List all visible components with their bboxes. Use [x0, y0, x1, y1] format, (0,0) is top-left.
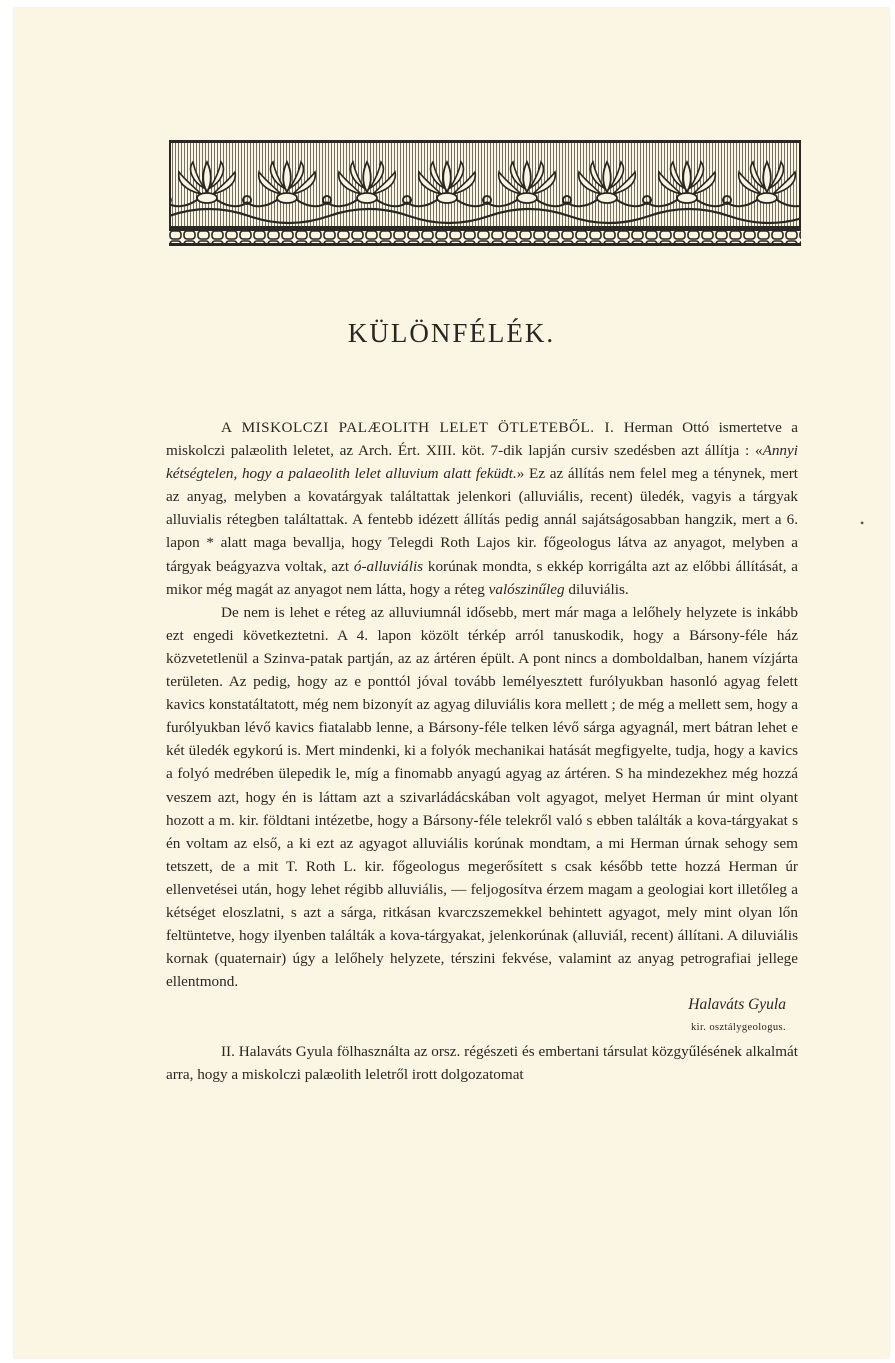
section-title: KÜLÖNFÉLÉK.: [347, 318, 556, 348]
paragraph-1-text-b: » Ez az állítás nem felel meg a ténynek, mert az anyag, melyben a kovatárgyak találtattak jelenkori (alluviális, recent) üledék, vagyis a tárgyak alluvialis rétegben találtattak. A fentebb idézett állítás pedig annál sajátságosabban hangzik, mert a 6. lapon * alatt maga bevallja, hogy Telegdi Roth Lajos kir. főgeologus látva az anyagot, melyben a tárgyak beágyazva voltak, azt: [166, 465, 798, 575]
article-heading: A MISKOLCZI PALÆOLITH LELET ÖTLETEBŐL. I.: [221, 419, 615, 436]
margin-mark: •: [860, 516, 865, 530]
decorative-ornament-banner: [169, 140, 801, 246]
article-body: [166, 416, 798, 1086]
italic-term-o-alluvialis: ó-alluviális: [353, 557, 424, 575]
signature: Halaváts Gyula: [688, 996, 786, 1014]
quote-italic: Annyi kétségtelen, hogy a palaeolith lelet alluvium alatt feküdt.: [166, 442, 798, 483]
italic-term-valoszinuleg: valószinűleg: [488, 580, 565, 598]
signature-title: kir. osztálygeologus.: [690, 1022, 786, 1034]
paragraph-part-2: II. Halaváts Gyula fölhasználta az orsz. régészeti és embertani társulat közgyűlésének alkalmát arra, hogy a miskolczi palæolith leletről irott dolgozatomat: [166, 1042, 798, 1083]
paragraph-1-text-a: Herman Ottó ismertetve a miskolczi palæolith leletet, az Arch. Ért. XIII. köt. 7-dik lapján cursiv szedésben azt állítja : «: [166, 419, 798, 460]
paragraph-1-text-d: diluviális.: [564, 580, 629, 598]
paragraph-1-text-c: korúnak mondta, s ekkép korrigálta azt az előbbi állítását, a mikor még magát az anyagot nem látta, hogy a réteg: [166, 557, 798, 598]
page: [14, 8, 889, 1358]
paragraph-1: [166, 416, 798, 601]
paragraph-2: De nem is lehet e réteg az alluviumnál idősebb, mert már maga a lelőhely helyzete is inkább ezt engedi következtetni. A 4. lapon közölt térkép arról tanuskodik, hogy a Bársony-féle ház közvetetlenül a Szinva-patak partján, az az ártéren épült. A pont nincs a domboldalban, hanem vízjárta területen. Az pedig, hogy az e ponttól jóval tovább lemélyesztett furólyukban hasonló agyag felett kavics konstatáltatott, még nem bizonyít az agyag diluviális kora mellett ; de még a mellett sem, hogy a furólyukban lévő kavics fiatalabb lenne, a Bársony-féle telken lévő sárga agyagnál, mert bátran lehet e két üledék egykorú is. Mert mindenki, ki a folyók mechanikai hatását megfigyelte, tudja, hogy a kavics a folyó medrében ülepedik le, míg a finomabb anyagú agyag az ártéren. S ha mindezekhez még hozzá veszem azt, hogy én is láttam azt a szivarládácskában volt agyagot, melyet Herman úr mint olyant hozott a m. kir. földtani intézetbe, hogy a Bársony-féle telekről való s ebben találták a kova-tárgyakat s én voltam az első, a ki ezt az agyagot alluviális korúnak mondtam, a mi Herman úrnak sehogy sem tetszett, de a mit T. Roth L. kir. főgeologus megerősített s csak később tette hozzá Herman úr ellenvetései után, hogy lehet régibb alluviális, — feljogosítva érzem magam a geologiai kort illetőleg a kétséget eloszlatni, s azt a sárga, ritkásan kvarczszemekkel behintett agyagot, mely mint olyan lőn feltüntetve, hogy ilyenben találták a kova-tárgyakat, jelenkorúnak (alluviál, recent) állítani. A diluviális kornak (quaternair) úgy a lelőhely helyzete, térszini fekvése, valamint az anyag petrografiai jellege ellentmond.: [166, 603, 798, 991]
